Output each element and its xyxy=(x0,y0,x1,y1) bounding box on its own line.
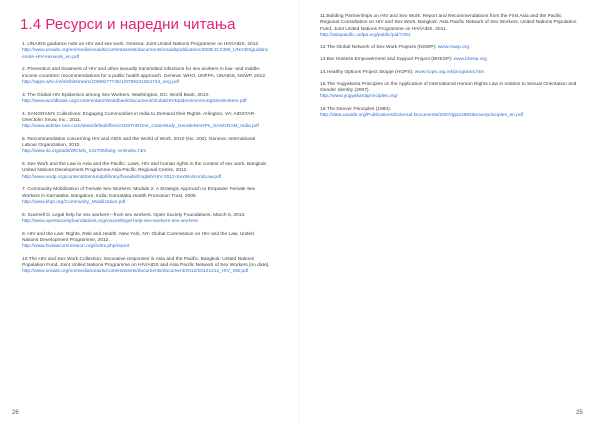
left-reference-list xyxy=(22,42,270,282)
reference-link[interactable]: http://asiapacific.unfpa.org/public/pid/7491 xyxy=(320,32,411,38)
reference-link[interactable]: http://www.ilo.org/aids/WCMS_142706/lang--en/index.htm xyxy=(22,149,147,155)
reference-link[interactable]: http://www.khpt.org/Community_Mobilization.pdf xyxy=(22,199,126,205)
reference-item xyxy=(22,213,270,226)
reference-text: 9. HIV and the Law: Rights, Risk and Health. New York, NY: Global Commission on HIV and the Law, United Nations Development Programme, 2012. xyxy=(22,231,254,243)
reference-text: 10.The HIV and Sex Work Collection: Innovative responses in Asia and the Pacific. Bangkok: United Nations Population Fund, Joint United Nations Programme on HIV/AIDS and Asia Pacific Network of Sex Workers [no date]. xyxy=(22,256,270,268)
reference-item xyxy=(22,137,270,156)
reference-item xyxy=(320,107,582,120)
reference-link[interactable]: http://www.yogyakartaprinciples.org/ xyxy=(320,94,398,100)
reference-link[interactable]: http://apps.who.int/iris/bitstream/10665/77745/1/9789241504744_eng.pdf xyxy=(22,79,180,85)
reference-link[interactable]: www.nswp.org xyxy=(437,45,470,50)
reference-item xyxy=(320,14,582,39)
reference-text: 3. The Global HIV Epidemics among Sex Workers. Washington, DC: World Bank, 2013. xyxy=(22,92,210,98)
page-number-left: 26 xyxy=(12,410,19,416)
reference-link[interactable]: www.hops.org.mk/programs.htm xyxy=(414,69,485,75)
reference-item xyxy=(22,67,270,86)
reference-text: 6. Sex Work and the Law in Asia and the Pacific: Laws, HIV and human rights in the context of sex work. Bangkok: United Nations Development Programme Asia-Pacific Regional Centre, 2012. xyxy=(22,162,268,174)
reference-link[interactable]: http://www.undp.org/content/dam/undp/library/hivaids/English/HIV-2012-SexWorkAndLaw.pdf xyxy=(22,174,222,180)
reference-text: 15.The Yogyakarta Principles on the Application of International Human Rights Law in relation to Sexual Orientation and Gender Identity (2007). xyxy=(320,81,577,93)
reference-text: 4. SANGRAM's Collectives: Engaging Communities in India to Demand their Rights. Arlington, VA: AIDSTAR-One/John Snow, Inc., 2011. xyxy=(22,111,256,123)
reference-item xyxy=(22,42,270,61)
reference-text: 12.The Global Network of Sex Work Projects (NSWP): xyxy=(320,45,437,50)
reference-item xyxy=(320,57,582,63)
reference-item xyxy=(320,82,582,101)
right-reference-list xyxy=(320,14,582,125)
reference-link[interactable]: http://www.aidstar-one.com/sites/default/files/AIDSTAROne_CaseStudy_GenderMARPs_SANGRAM_India.pdf xyxy=(22,124,259,129)
reference-text: 16.The Denver Principles (1983). xyxy=(320,106,392,112)
reference-link[interactable]: http://www.unaids.org/en/media/unaids/contentassets/documents/unaidspublication/2009/JC2306_UNAIDSguidancenote-HIV-sexwork_en.pdf xyxy=(22,48,269,60)
reference-link[interactable]: http://www.worldbank.org/content/dam/Worldbank/document/GlobalHIVEpidemicsAmongSexWorkers.pdf xyxy=(22,98,247,104)
reference-link[interactable]: http://www.hivlawcommission.org/index.php/report xyxy=(22,244,130,249)
reference-item xyxy=(22,187,270,206)
reference-text: 1. UNAIDS guidance note on HIV and sex work. Geneva: Joint United Nations Programme on HIV/AIDS, 2012. xyxy=(22,42,260,47)
reference-link[interactable]: http://www.unaids.org/en/media/unaids/contentassets/documents/document/2012/20121212_HIV_SW.pdf xyxy=(22,269,249,275)
reference-text: 7. Community Mobilization of Female Sex Workers: Module 2. A Strategic Approach to Empower Female Sex Workers in Karnataka. Bangalore, India: Karnataka Health Promotion Trust, 2008. xyxy=(22,187,256,199)
section-title: 1.4 Ресурси и наредни читања xyxy=(20,16,236,33)
reference-link[interactable]: http://www.opensocietyfoundations.org/voices/legal-help-sex-workers-sex-workers xyxy=(22,218,198,224)
page-number-right: 25 xyxy=(576,410,583,416)
right-page xyxy=(300,0,600,424)
reference-item xyxy=(22,112,270,131)
reference-item xyxy=(22,232,270,251)
reference-text: 5. Recommendation concerning HIV and AIDS and the World of Work, 2010 (No. 200). Geneva: International Labour Organization, 2010. xyxy=(22,136,255,148)
reference-link[interactable]: www.bhesp.org xyxy=(453,57,487,63)
reference-text: 2. Prevention and treatment of HIV and other sexually transmitted infections for sex workers in low- and middle-income countries: recommendations for a public health approach. Geneva: WHO, UNFPA, UNAIDS, NSWP, 2012. xyxy=(22,67,267,79)
reference-text: 13.Bar Hostess Empowerment and Support Project (BHESP): xyxy=(320,57,453,63)
reference-item xyxy=(320,45,582,51)
reference-item xyxy=(320,70,582,76)
reference-link[interactable]: http://data.unaids.org/Publications/External-Documents/2007/gipa1983denverprinciples_en.pdf xyxy=(320,112,524,118)
reference-item xyxy=(22,257,270,276)
reference-item xyxy=(22,162,270,181)
reference-text: 8. Scarnell D. Legal help for sex workers—from sex workers. Open Society Foundations, March 5, 2013. xyxy=(22,212,246,218)
reference-text: 14.Healthy Options Project Skopje (HOPS): xyxy=(320,69,414,75)
reference-item xyxy=(22,93,270,106)
reference-text: 11.Building Partnerships on HIV and Sex Work: Report and Recommendations from the First Asia and the Pacific Regional Consultation on HIV and Sex Work. Bangkok: Asia Pacific Network of Sex Workers, United Nations Population Fund, Joint United Nations Programme on HIV/AIDS, 2011. xyxy=(320,14,577,32)
